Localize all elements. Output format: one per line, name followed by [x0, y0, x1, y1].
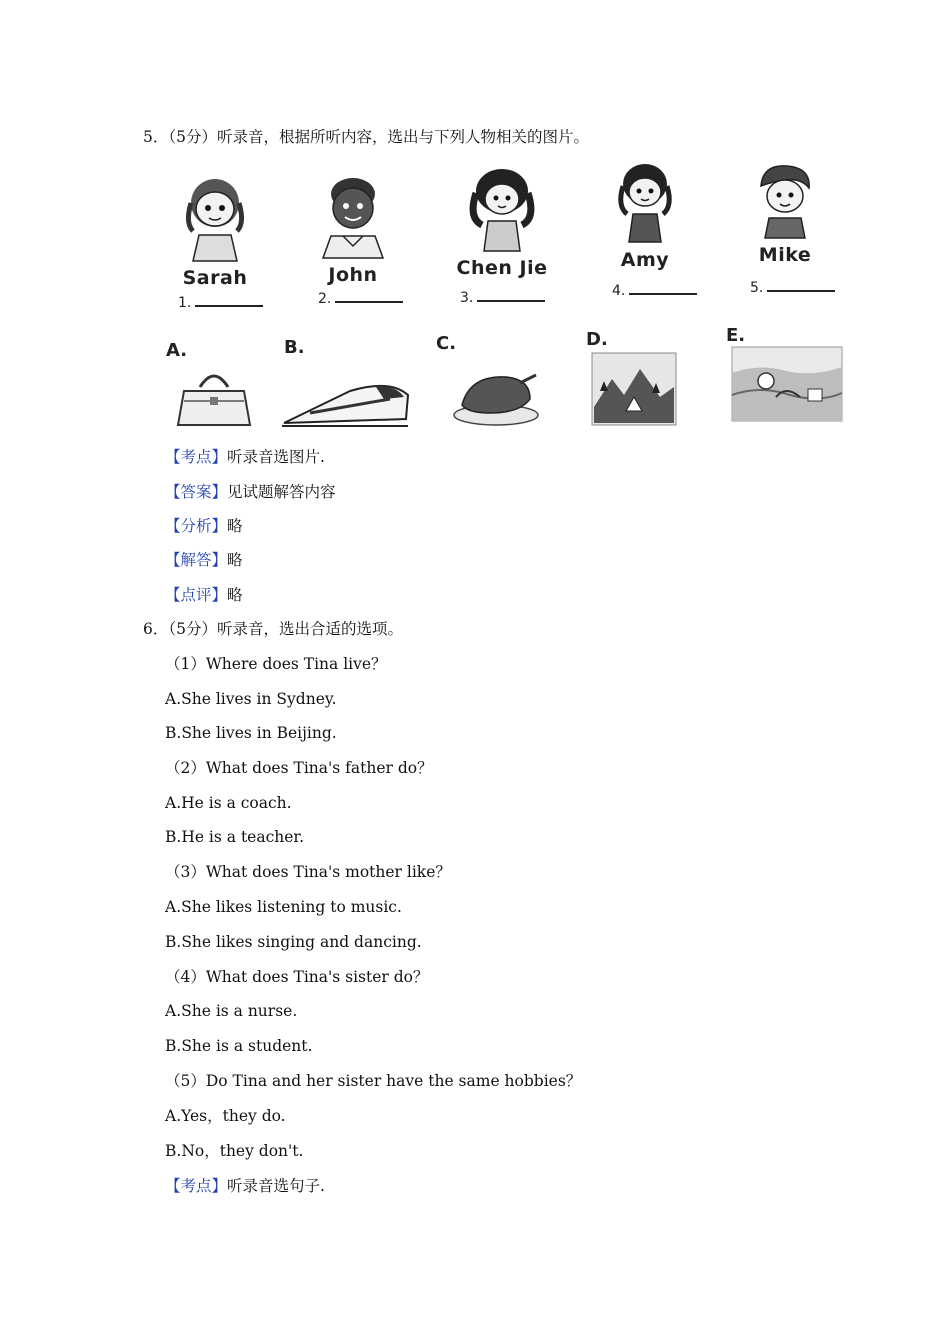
q6-item-2-option-a: A.He is a coach. — [165, 794, 292, 812]
q5-dianping — [165, 584, 243, 606]
question-6-title: 6．（5分）听录音，选出合适的选项。 — [143, 620, 403, 638]
daan-tag: 【答案】 — [165, 483, 228, 501]
dianping-text: 略 — [227, 586, 243, 604]
q6-item-1-option-b: B.She lives in Beijing. — [165, 724, 337, 742]
option-e-label: E. — [726, 325, 746, 346]
answer-line — [335, 301, 403, 303]
blank-number: 5. — [750, 280, 764, 296]
person-name: Mike — [758, 244, 812, 266]
q6-item-4-option-a: A.She is a nurse. — [165, 1002, 298, 1020]
person-name: Amy — [620, 249, 670, 271]
blank-number: 2. — [318, 291, 332, 307]
option-a-label: A. — [166, 340, 188, 361]
kaodian-tag: 【考点】 — [165, 1177, 228, 1195]
john-illustration — [313, 170, 393, 260]
option-c-label: C. — [436, 333, 457, 354]
sarah-illustration — [175, 173, 255, 263]
q6-item-3-question: （3）What does Tina's mother like？ — [165, 863, 451, 881]
q6-item-3-option-b: B.She likes singing and dancing. — [165, 933, 422, 951]
q6-kaodian — [165, 1175, 325, 1197]
fenxi-text: 略 — [227, 517, 243, 535]
mike-illustration — [745, 160, 825, 240]
answer-line — [195, 305, 263, 307]
q5-kaodian — [165, 446, 325, 468]
roast-duck-icon — [450, 369, 542, 429]
jieda-tag: 【解答】 — [165, 551, 228, 569]
answer-line — [767, 290, 835, 292]
answer-line — [629, 293, 697, 295]
beach-scene-icon — [730, 345, 844, 423]
q6-item-5-option-a: A.Yes，they do. — [165, 1107, 286, 1125]
person-name: Sarah — [182, 267, 248, 289]
blank-number: 4. — [612, 283, 626, 299]
blank-number: 3. — [460, 290, 474, 306]
question-5-title: 5．（5分）听录音，根据所听内容，选出与下列人物相关的图片。 — [143, 128, 589, 146]
person-chen-jie — [452, 163, 552, 279]
q6-item-4-question: （4）What does Tina's sister do？ — [165, 968, 429, 986]
q6-item-2-option-b: B.He is a teacher. — [165, 828, 305, 846]
jieda-text: 略 — [227, 551, 243, 569]
chen-jie-illustration — [462, 163, 542, 253]
kaodian-tag: 【考点】 — [165, 448, 228, 466]
q5-daan — [165, 481, 336, 503]
kaodian-text: 听录音选图片. — [227, 448, 325, 466]
train-icon — [280, 373, 412, 429]
q6-item-1-question: （1）Where does Tina live？ — [165, 655, 387, 673]
q6-item-3-option-a: A.She likes listening to music. — [165, 898, 402, 916]
blank-number: 1. — [178, 295, 192, 311]
daan-text: 见试题解答内容 — [227, 483, 336, 501]
answer-line — [477, 300, 545, 302]
q6-item-5-option-b: B.No，they don't. — [165, 1142, 304, 1160]
q6-item-5-question: （5）Do Tina and her sister have the same hobbies？ — [165, 1072, 582, 1090]
option-b-label: B. — [284, 337, 305, 358]
handbag-icon — [174, 367, 254, 429]
person-mike — [740, 160, 830, 266]
q6-item-4-option-b: B.She is a student. — [165, 1037, 313, 1055]
lake-mountain-icon — [590, 351, 678, 427]
question-5-figure — [160, 155, 860, 435]
person-amy — [600, 160, 690, 271]
q6-item-1-option-a: A.She lives in Sydney. — [165, 690, 337, 708]
fenxi-tag: 【分析】 — [165, 517, 228, 535]
person-sarah — [170, 173, 260, 289]
amy-illustration — [605, 160, 685, 245]
q6-item-2-question: （2）What does Tina's father do？ — [165, 759, 433, 777]
person-name: Chen Jie — [456, 257, 548, 279]
dianping-tag: 【点评】 — [165, 586, 228, 604]
q5-jieda — [165, 549, 243, 571]
option-d-label: D. — [586, 329, 608, 350]
kaodian-text: 听录音选句子. — [227, 1177, 325, 1195]
person-name: John — [328, 264, 378, 286]
q5-fenxi — [165, 515, 243, 537]
person-john — [308, 170, 398, 286]
